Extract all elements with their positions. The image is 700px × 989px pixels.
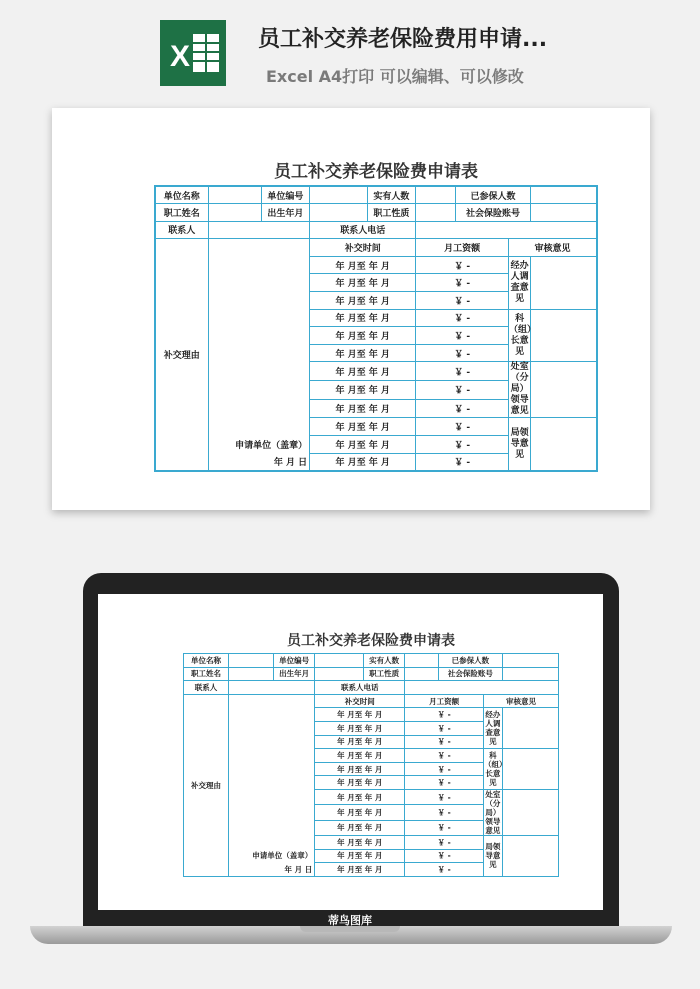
insurance-account-label: 社会保险账号 bbox=[456, 204, 531, 222]
period-cell: 年 月至 年 月 bbox=[315, 776, 405, 790]
wage-cell: ￥ - bbox=[405, 762, 484, 776]
form-preview-paper bbox=[52, 108, 650, 510]
wage-cell: ￥ - bbox=[416, 292, 509, 310]
unit-code-value bbox=[310, 186, 367, 204]
period-cell: 年 月至 年 月 bbox=[315, 721, 405, 735]
period-cell: 年 月至 年 月 bbox=[315, 835, 405, 849]
period-cell: 年 月至 年 月 bbox=[315, 735, 405, 749]
period-header: 补交时间 bbox=[310, 239, 416, 257]
application-form-table bbox=[154, 185, 598, 472]
reason-label: 补交理由 bbox=[184, 694, 229, 876]
wage-header: 月工资额 bbox=[405, 694, 484, 708]
period-cell: 年 月至 年 月 bbox=[310, 362, 416, 381]
employee-name-value bbox=[229, 667, 274, 681]
review-item-value bbox=[531, 418, 597, 471]
contact-value bbox=[208, 221, 310, 239]
employee-name-label: 职工姓名 bbox=[184, 667, 229, 681]
form-row bbox=[155, 186, 597, 204]
period-cell: 年 月至 年 月 bbox=[310, 327, 416, 345]
wage-cell: ￥ - bbox=[416, 256, 509, 274]
wage-cell: ￥ - bbox=[416, 399, 509, 418]
form-preview bbox=[154, 161, 598, 472]
wage-cell: ￥ - bbox=[405, 721, 484, 735]
wage-cell: ￥ - bbox=[405, 805, 484, 820]
period-cell: 年 月至 年 月 bbox=[310, 453, 416, 471]
form-row bbox=[155, 204, 597, 222]
review-item-value bbox=[531, 309, 597, 362]
contact-label: 联系人 bbox=[184, 681, 229, 695]
review-item-value bbox=[502, 835, 558, 876]
wage-header: 月工资额 bbox=[416, 239, 509, 257]
insured-count-label: 已参保人数 bbox=[456, 186, 531, 204]
period-cell: 年 月至 年 月 bbox=[315, 805, 405, 820]
headcount-value bbox=[405, 654, 439, 668]
laptop-screen bbox=[98, 594, 603, 910]
wage-cell: ￥ - bbox=[416, 436, 509, 454]
employee-name-label: 职工姓名 bbox=[155, 204, 208, 222]
contact-phone-value bbox=[405, 681, 559, 695]
period-cell: 年 月至 年 月 bbox=[310, 256, 416, 274]
period-cell: 年 月至 年 月 bbox=[310, 381, 416, 400]
period-cell: 年 月至 年 月 bbox=[310, 344, 416, 362]
period-cell: 年 月至 年 月 bbox=[315, 849, 405, 863]
review-item-value bbox=[531, 256, 597, 309]
excel-icon-letter: X bbox=[170, 40, 191, 73]
period-cell: 年 月至 年 月 bbox=[315, 708, 405, 722]
date-label: 年 月 日 bbox=[229, 863, 315, 877]
unit-code-label: 单位编号 bbox=[261, 186, 310, 204]
insurance-account-value bbox=[531, 204, 597, 222]
insurance-account-label: 社会保险账号 bbox=[439, 667, 503, 681]
period-cell: 年 月至 年 月 bbox=[310, 418, 416, 436]
headcount-label: 实有人数 bbox=[367, 186, 416, 204]
review-item-label: 科（组）长意见 bbox=[484, 749, 503, 790]
reason-content bbox=[229, 694, 315, 849]
form-row bbox=[155, 239, 597, 257]
page-subtitle: Excel A4打印 可以编辑、可以修改 bbox=[266, 67, 524, 86]
laptop-form-title: 员工补交养老保险费申请表 bbox=[287, 633, 455, 649]
unit-name-label: 单位名称 bbox=[155, 186, 208, 204]
wage-cell: ￥ - bbox=[416, 327, 509, 345]
review-header: 审核意见 bbox=[484, 694, 559, 708]
employee-type-label: 职工性质 bbox=[364, 667, 405, 681]
review-item-label: 处室（分局）领导意见 bbox=[485, 789, 501, 835]
review-item-label: 经办人调查意见 bbox=[509, 256, 531, 309]
insurance-account-value bbox=[502, 667, 558, 681]
insured-count-value bbox=[531, 186, 597, 204]
review-header: 审核意见 bbox=[509, 239, 597, 257]
wage-cell: ￥ - bbox=[416, 274, 509, 292]
insured-count-label: 已参保人数 bbox=[439, 654, 503, 668]
wage-cell: ￥ - bbox=[416, 381, 509, 400]
form-title: 员工补交养老保险费申请表 bbox=[274, 162, 478, 182]
birth-label: 出生年月 bbox=[261, 204, 310, 222]
headcount-label: 实有人数 bbox=[364, 654, 405, 668]
laptop-form-preview bbox=[183, 632, 559, 877]
period-cell: 年 月至 年 月 bbox=[315, 749, 405, 763]
insured-count-value bbox=[502, 654, 558, 668]
reason-content bbox=[208, 239, 310, 436]
wage-cell: ￥ - bbox=[416, 309, 509, 327]
period-header: 补交时间 bbox=[315, 694, 405, 708]
wage-cell: ￥ - bbox=[416, 362, 509, 381]
unit-code-label: 单位编号 bbox=[274, 654, 315, 668]
wage-cell: ￥ - bbox=[405, 735, 484, 749]
laptop-application-form-table bbox=[183, 653, 559, 877]
unit-name-label: 单位名称 bbox=[184, 654, 229, 668]
review-item-label: 科（组）长意见 bbox=[509, 309, 531, 362]
date-label: 年 月 日 bbox=[208, 453, 310, 471]
unit-name-value bbox=[208, 186, 261, 204]
period-cell: 年 月至 年 月 bbox=[315, 863, 405, 877]
birth-value bbox=[310, 204, 367, 222]
employee-type-label: 职工性质 bbox=[367, 204, 416, 222]
wage-cell: ￥ - bbox=[416, 453, 509, 471]
wage-cell: ￥ - bbox=[405, 789, 484, 804]
contact-phone-value bbox=[416, 221, 597, 239]
period-cell: 年 月至 年 月 bbox=[315, 820, 405, 835]
form-row bbox=[184, 681, 559, 695]
review-item-label: 经办人调查意见 bbox=[484, 708, 503, 749]
contact-phone-label: 联系人电话 bbox=[310, 221, 416, 239]
birth-value bbox=[315, 667, 364, 681]
wage-cell: ￥ - bbox=[416, 344, 509, 362]
employee-type-value bbox=[416, 204, 456, 222]
contact-label: 联系人 bbox=[155, 221, 208, 239]
reason-label: 补交理由 bbox=[155, 239, 208, 471]
wage-cell: ￥ - bbox=[416, 418, 509, 436]
form-row bbox=[184, 694, 559, 708]
review-item-label: 局领导意见 bbox=[509, 418, 531, 471]
laptop-brand: 蒂鸟图库 bbox=[328, 914, 372, 927]
form-row bbox=[184, 667, 559, 681]
period-cell: 年 月至 年 月 bbox=[310, 399, 416, 418]
employee-name-value bbox=[208, 204, 261, 222]
review-item-label: 处室（分局）领导意见 bbox=[509, 362, 531, 418]
wage-cell: ￥ - bbox=[405, 776, 484, 790]
period-cell: 年 月至 年 月 bbox=[315, 789, 405, 804]
page-header bbox=[0, 0, 700, 100]
period-cell: 年 月至 年 月 bbox=[310, 292, 416, 310]
wage-cell: ￥ - bbox=[405, 863, 484, 877]
contact-phone-label: 联系人电话 bbox=[315, 681, 405, 695]
review-item-value bbox=[502, 708, 558, 749]
review-item-value bbox=[502, 789, 558, 835]
wage-cell: ￥ - bbox=[405, 835, 484, 849]
review-item-value bbox=[531, 362, 597, 418]
birth-label: 出生年月 bbox=[274, 667, 315, 681]
review-item-label: 局领导意见 bbox=[484, 835, 503, 876]
applicant-label: 申请单位（盖章） bbox=[229, 849, 315, 863]
page-title: 员工补交养老保险费用申请... bbox=[258, 27, 548, 52]
period-cell: 年 月至 年 月 bbox=[310, 274, 416, 292]
unit-code-value bbox=[315, 654, 364, 668]
form-row bbox=[155, 221, 597, 239]
headcount-value bbox=[416, 186, 456, 204]
period-cell: 年 月至 年 月 bbox=[310, 436, 416, 454]
wage-cell: ￥ - bbox=[405, 820, 484, 835]
period-cell: 年 月至 年 月 bbox=[315, 762, 405, 776]
period-cell: 年 月至 年 月 bbox=[310, 309, 416, 327]
wage-cell: ￥ - bbox=[405, 849, 484, 863]
excel-icon bbox=[160, 20, 226, 86]
unit-name-value bbox=[229, 654, 274, 668]
form-row bbox=[184, 654, 559, 668]
employee-type-value bbox=[405, 667, 439, 681]
wage-cell: ￥ - bbox=[405, 749, 484, 763]
wage-cell: ￥ - bbox=[405, 708, 484, 722]
review-item-value bbox=[502, 749, 558, 790]
applicant-label: 申请单位（盖章） bbox=[208, 436, 310, 454]
contact-value bbox=[229, 681, 315, 695]
